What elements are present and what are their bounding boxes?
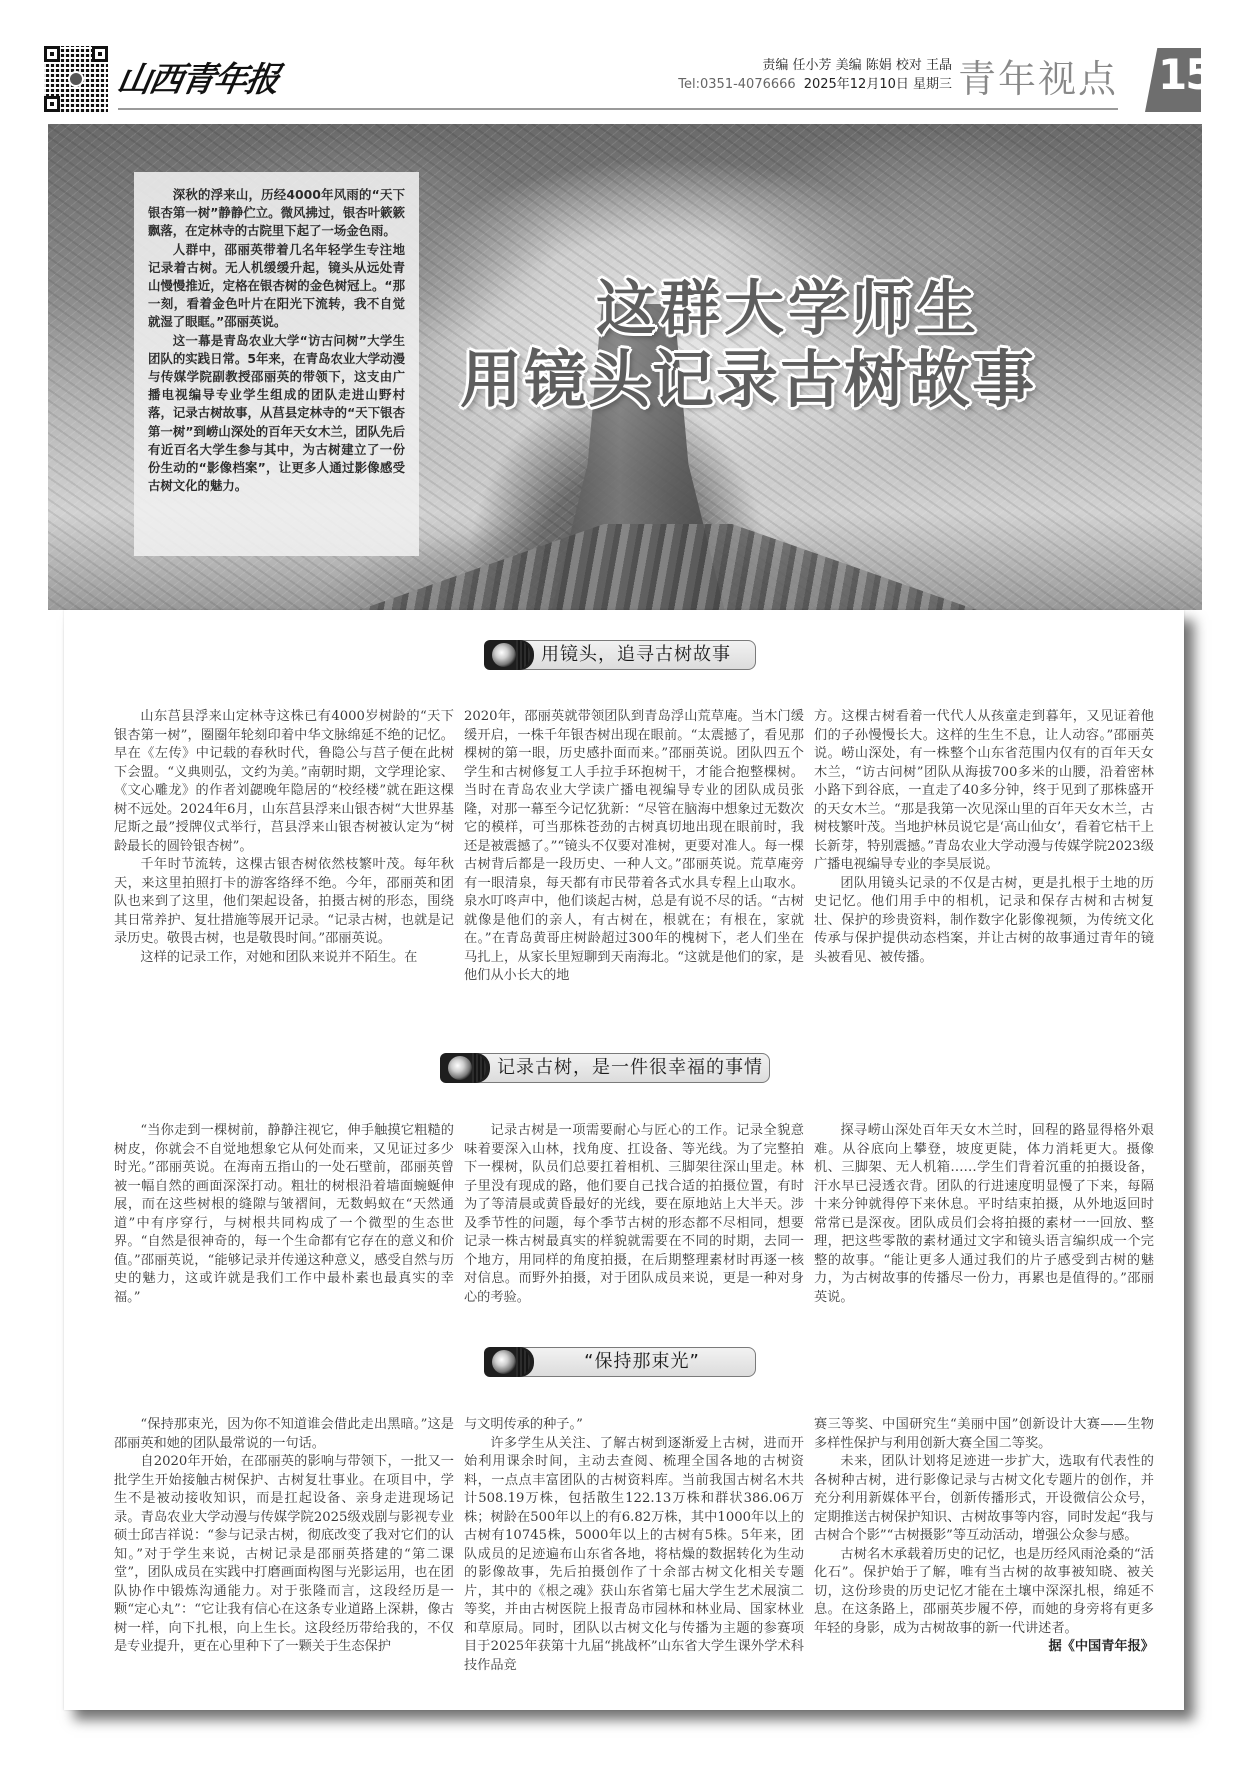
camera-lens-icon — [484, 640, 534, 670]
camera-lens-icon — [440, 1053, 490, 1083]
qr-center-logo — [68, 71, 84, 87]
hero-photo-ginkgo-tree — [48, 124, 1202, 610]
section-3-column-2 — [464, 1416, 804, 1675]
newspaper-logo: 山西青年报 — [113, 60, 281, 100]
section-name: 青年视点 — [958, 57, 1119, 101]
camera-lens-icon — [484, 1347, 534, 1377]
section-1-column-3 — [814, 708, 1154, 967]
section-3-column-3 — [814, 1416, 1154, 1657]
telephone: Tel:0351-4076666 — [678, 77, 796, 92]
paragraph — [814, 1546, 1154, 1654]
paragraph: 许多学生从关注、了解古树到逐渐爱上古树，进而开始利用课余时间，主动去查阅、梳理全国各地的古树资料，一点点丰富团队的古树资料库。当前我国古树名木共计508.19万株，包括散生122.13万株和群状386.06万株；树龄在500年以上的有6.82万株，其中1000年以上的古树有10745株，5000年以上的古树有5株。5年来，团队成员的足迹遍布山东省各地，将枯燥的数据转化为生动的影像故事，先后拍摄创作了十余部古树文化相关专题片，其中的《根之魂》获山东省第七届大学生艺术展演二等奖，并由古树医院上报青岛市园林和林业局、国家林业和草原局。同时，团队以古树文化与传播为主题的参赛项目于2025年获第十九届“挑战杯”山东省大学生课外学术科技作品竞 — [464, 1435, 804, 1673]
qr-corner — [92, 46, 108, 62]
paragraph: 方。这棵古树看着一代代人从孩童走到暮年，又见证着他们的子孙慢慢长大。这样的生生不息，让人动容。”邵丽英说。崂山深处，有一株整个山东省范围内仅有的百年天女木兰，“访古问树”团队从海拔700多米的山腰，沿着密林小路下到谷底，一直走了40多分钟，终于见到了那株盛开的天女木兰。“那是我第一次见深山里的百年天女木兰，古树枝繁叶茂。当地护林员说它是‘高山仙女’，看着它枯干上长新芽，特别震撼。”青岛农业大学动漫与传媒学院2023级广播电视编导专业的李昊辰说。 — [814, 709, 1154, 872]
article-body — [64, 610, 1184, 1710]
paragraph: 千年时节流转，这棵古银杏树依然枝繁叶茂。每年秋天，来这里拍照打卡的游客络绎不绝。今年，邵丽英和团队也来到了这里，他们架起设备，拍摄古树的形态，围绕其日常养护、复壮措施等展开记录。“记录古树，也就是记录历史。敬畏古树，也是敬畏时间。”邵丽英说。 — [114, 857, 454, 946]
headline-line-2: 用镜头记录古树故事 — [459, 343, 1036, 416]
section-1-column-1 — [114, 708, 454, 967]
section-1-column-2 — [464, 708, 804, 986]
qr-corner — [44, 46, 60, 62]
paragraph: 山东莒县浮来山定林寺这株已有4000岁树龄的“天下银杏第一树”，圈圈年轮刻印着中华文脉绵延不绝的记忆。早在《左传》中记载的春秋时代，鲁隐公与莒子便在此树下会盟。“义典则弘，文约为美。”南朝时期，文学理论家、《文心雕龙》的作者刘勰晚年隐居的“校经楼”就在距这棵树不远处。2024年6月，山东莒县浮来山银杏树“大世界基尼斯之最”授牌仪式举行，莒县浮来山银杏树被认定为“树龄最长的圆铃银杏树”。 — [114, 709, 454, 854]
issue-date: 2025年12月10日 星期三 — [803, 77, 952, 92]
section-2-column-1 — [114, 1122, 454, 1307]
section-heading-3 — [484, 1347, 756, 1377]
paragraph: 这样的记录工作，对她和团队来说并不陌生。在 — [140, 949, 418, 965]
paragraph: 2020年，邵丽英就带领团队到青岛浮山荒草庵。当木门缓缓开启，一株千年银杏树出现在眼前。“太震撼了，看见那棵树的第一眼，历史感扑面而来。”邵丽英说。团队四五个学生和古树修复工人手拉手环抱树干，才能合抱整棵树。当时在青岛农业大学读广播电视编导专业的团队成员张隆，对那一幕至今记忆犹新：“尽管在脑海中想象过无数次它的模样，可当那株苍劲的古树真切地出现在眼前时，我还是被震撼了。”“镜头不仅要对准树，更要对准人。每一棵古树背后都是一段历史、一种人文。”邵丽英说。荒草庵旁有一眼清泉，每天都有市民带着各式水具专程上山取水。泉水叮咚声中，他们谈起古树，总是有说不尽的话。“古树就像是他们的亲人，有古树在，根就在；有根在，家就在。”在青岛黄哥庄树龄超过300年的槐树下，老人们坐在马扎上，从家长里短聊到天南海北。“这就是他们的家，是他们从小长大的地 — [464, 709, 804, 983]
section-heading-label: 记录古树，是一件很幸福的事情 — [497, 1057, 763, 1078]
masthead-rule — [118, 108, 1118, 110]
section-heading-1 — [484, 640, 756, 670]
staff-credits: 责编 任小芳 美编 陈娟 校对 王晶 — [762, 58, 952, 73]
section-heading-2 — [440, 1053, 770, 1083]
editor-credits — [678, 56, 952, 94]
paragraph: 记录古树是一项需要耐心与匠心的工作。记录全貌意味着要深入山林，找角度、扛设备、等光线。为了完整拍下一棵树，队员们总要扛着相机、三脚架往深山里走。林子里没有现成的路，他们要自己找合适的拍摄位置，有时为了等清晨或黄昏最好的光线，要在原地站上大半天。涉及季节性的问题，每个季节古树的形态都不尽相同，想要记录一株古树最真实的样貌就需要在不同的时期，去同一个地方，用同样的角度拍摄，在后期整理素材时再逐一核对信息。而野外拍摄，对于团队成员来说，更是一种对身心的考验。 — [464, 1123, 804, 1305]
source-credit: 据《中国青年报》 — [1048, 1639, 1154, 1654]
lede-paragraph: 深秋的浮来山，历经4000年风雨的“天下银杏第一树”静静伫立。微风拂过，银杏叶簌簌飘落，在定林寺的古院里下起了一场金色雨。 — [148, 187, 405, 239]
paragraph: 赛三等奖、中国研究生“美丽中国”创新设计大赛——生物多样性保护与利用创新大赛全国二等奖。 — [814, 1417, 1154, 1451]
closing-paragraph: 古树名木承载着历史的记忆，也是历经风雨沧桑的“活化石”。保护始于了解，唯有当古树的故事被知晓、被关切，这份珍贵的历史记忆才能在土壤中深深扎根，绵延不息。在这条路上，邵丽英步履不停，而她的身旁将有更多年轻的身影，成为古树故事的新一代讲述者。 — [814, 1546, 1154, 1636]
section-heading-label: 用镜头，追寻古树故事 — [541, 644, 731, 665]
page-number: 15 — [1158, 50, 1213, 99]
paragraph: 探寻崂山深处百年天女木兰时，回程的路显得格外艰难。从谷底向上攀登，坡度更陡，体力消耗更大。摄像机、三脚架、无人机箱……学生们背着沉重的拍摄设备，汗水早已浸透衣背。团队的行进速度明显慢了下来，每隔十来分钟就得停下来休息。平时结束拍摄，从外地返回时常常已是深夜。团队成员们会将拍摄的素材一一回放、整理，把这些零散的素材通过文字和镜头语言编织成一个完整的故事。“能让更多人通过我们的片子感受到古树的魅力，为古树故事的传播尽一份力，再累也是值得的。”邵丽英说。 — [814, 1123, 1154, 1305]
masthead — [0, 0, 1242, 120]
section-2-column-2 — [464, 1122, 804, 1307]
qr-code-icon[interactable] — [44, 46, 108, 112]
paragraph: 团队用镜头记录的不仅是古树，更是扎根于土地的历史记忆。他们用手中的相机，记录和保存古树和古树复壮、保护的珍贵资料，制作数字化影像视频，为传统文化传承与保护提供动态档案，并让古树的故事通过青年的镜头被看见、被传播。 — [814, 875, 1154, 965]
qr-corner — [44, 96, 60, 112]
section-2-column-3 — [814, 1122, 1154, 1307]
paragraph: 自2020年开始，在邵丽英的影响与带领下，一批又一批学生开始接触古树保护、古树复壮事业。在项目中，学生不是被动接收知识，而是扛起设备、亲身走进现场记录。青岛农业大学动漫与传媒学院2025级戏剧与影视专业硕士邱吉祥说：“参与记录古树，彻底改变了我对它们的认知。”对于学生来说，古树记录是邵丽英搭建的“第二课堂”，团队成员在实践中打磨画面构图与光影运用，也在团队协作中锻炼沟通能力。对于张隆而言，这段经历是一颗“定心丸”：“它让我有信心在这条专业道路上深耕，像古树一样，向下扎根，向上生长。这段经历带给我的，不仅是专业提升，更在心里种下了一颗关于生态保护 — [114, 1454, 454, 1654]
paragraph: 未来，团队计划将足迹进一步扩大，选取有代表性的各树种古树，进行影像记录与古树文化专题片的创作，并充分利用新媒体平台，创新传播形式，开设微信公众号，定期推送古树保护知识、古树故事等内容，同时发起“我与古树合个影”“古树摄影”等互动活动，增强公众参与感。 — [814, 1454, 1154, 1543]
paragraph: 与文明传承的种子。” — [464, 1417, 583, 1432]
tel-date-line — [678, 75, 952, 94]
lede-paragraph: 人群中，邵丽英带着几名年轻学生专注地记录着古树。无人机缓缓升起，镜头从远处青山慢慢推近，定格在银杏树的金色树冠上。“那一刻，看着金色叶片在阳光下流转，我不自觉就湿了眼眶。”邵丽英说。 — [148, 241, 405, 330]
headline — [428, 274, 1128, 416]
paragraph: “保持那束光，因为你不知道谁会借此走出黑暗。”这是邵丽英和她的团队最常说的一句话。 — [114, 1417, 454, 1451]
paragraph: “当你走到一棵树前，静静注视它，伸手触摸它粗糙的树皮，你就会不自觉地想象它从何处而来，又见证过多少时光。”邵丽英说。在海南五指山的一处石壁前，邵丽英曾被一幅自然的画面深深打动。粗壮的树根沿着墙面蜿蜒伸展，而在这些树根的缝隙与皱褶间，无数蚂蚁在“天然通道”中有序穿行，与树根共同构成了一个微型的生态世界。“自然是很神奇的，每一个生命都有它存在的意义和价值。”邵丽英说，“能够记录并传递这种意义，感受自然与历史的魅力，这或许就是我们工作中最朴素也最真实的幸福。” — [114, 1123, 454, 1305]
section-3-column-1 — [114, 1416, 454, 1657]
section-heading-label: “保持那束光” — [584, 1351, 700, 1372]
lede-paragraph: 这一幕是青岛农业大学“访古问树”大学生团队的实践日常。5年来，在青岛农业大学动漫与传媒学院副教授邵丽英的带领下，这支由广播电视编导专业学生组成的团队走进山野村落，记录古树故事，从莒县定林寺的“天下银杏第一树”到崂山深处的百年天女木兰，团队先后有近百名大学生参与其中，为古树建立了一份份生动的“影像档案”，让更多人通过影像感受古树文化的魅力。 — [148, 332, 405, 494]
headline-line-1: 这群大学师生 — [596, 274, 980, 344]
